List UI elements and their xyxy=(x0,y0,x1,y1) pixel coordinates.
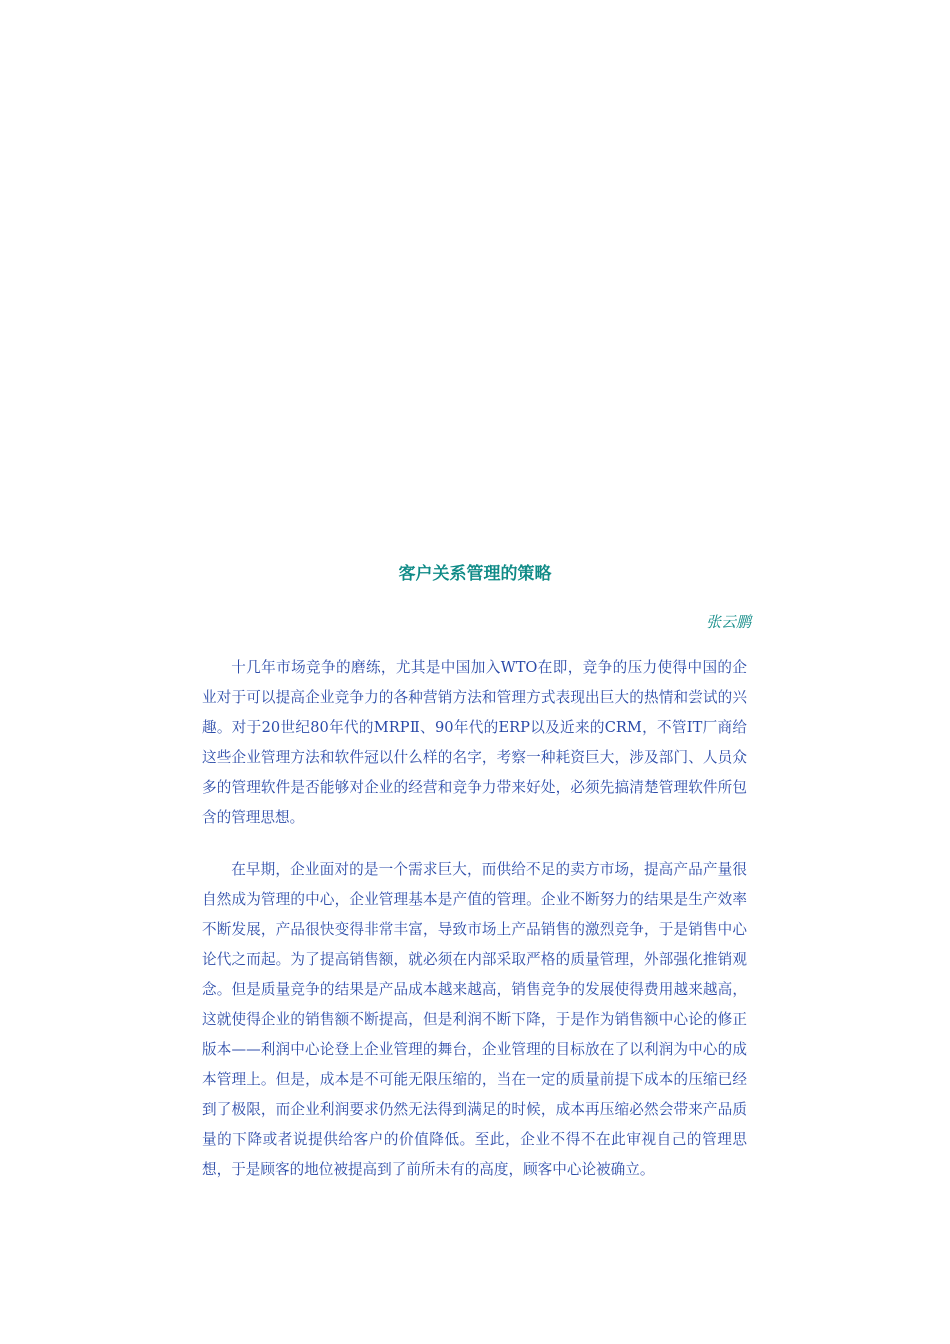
body-paragraph-1: 十几年市场竞争的磨练，尤其是中国加入WTO在即，竞争的压力使得中国的企业对于可以提高企业竞争力的各种营销方法和管理方式表现出巨大的热情和尝试的兴趣。对于20世纪80年代的MRPⅡ、90年代的ERP以及近来的CRM，不管IT厂商给这些企业管理方法和软件冠以什么样的名字，考察一种耗资巨大，涉及部门、人员众多的管理软件是否能够对企业的经营和竞争力带来好处，必须先搞清楚管理软件所包含的管理思想。 xyxy=(202,659,747,826)
body-paragraph-2: 在早期，企业面对的是一个需求巨大，而供给不足的卖方市场，提高产品产量很自然成为管理的中心，企业管理基本是产值的管理。企业不断努力的结果是生产效率不断发展，产品很快变得非常丰富，导致市场上产品销售的激烈竞争，于是销售中心论代之而起。为了提高销售额，就必须在内部采取严格的质量管理，外部强化推销观念。但是质量竞争的结果是产品成本越来越高，销售竞争的发展使得费用越来越高，这就使得企业的销售额不断提高，但是利润不断下降，于是作为销售额中心论的修正版本——利润中心论登上企业管理的舞台，企业管理的目标放在了以利润为中心的成本管理上。但是，成本是不可能无限压缩的，当在一定的质量前提下成本的压缩已经到了极限，而企业利润要求仍然无法得到满足的时候，成本再压缩必然会带来产品质量的下降或者说提供给客户的价值降低。至此，企业不得不在此审视自己的管理思想，于是顾客的地位被提高到了前所未有的高度，顾客中心论被确立。 xyxy=(202,861,747,1178)
author-name: 张云鹏 xyxy=(705,613,751,631)
document-title: 客户关系管理的策略 xyxy=(398,564,552,584)
